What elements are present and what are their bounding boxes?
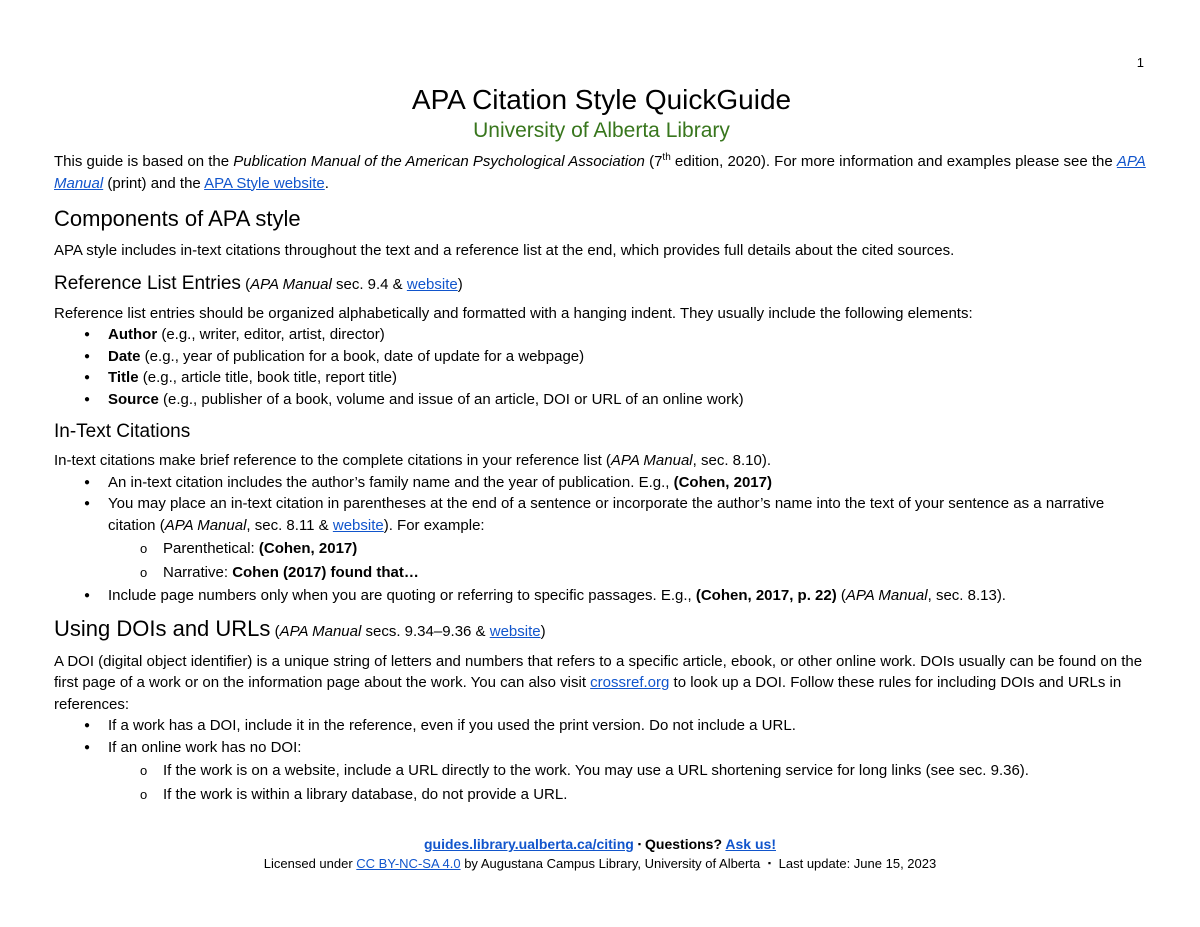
doi-sub-list bbox=[108, 760, 1149, 805]
manual-ref: APA Manual bbox=[610, 452, 693, 469]
reference-elements-list bbox=[54, 324, 1149, 410]
list-item bbox=[54, 346, 1149, 368]
paren: ) bbox=[457, 275, 463, 293]
attribution-text: by Augustana Campus Library, University of Alberta bbox=[460, 856, 764, 871]
dois-website-link[interactable]: website bbox=[489, 622, 541, 640]
list-item bbox=[54, 389, 1149, 411]
components-heading: Components of APA style bbox=[54, 206, 301, 231]
questions-label: Questions? bbox=[645, 836, 726, 852]
list-item: o If the work is on a website, include a URL directly to the work. You may use a URL shortening service for long links (see sec. 9.36). bbox=[108, 760, 1149, 782]
label: Narrative: bbox=[163, 563, 233, 581]
text: Include page numbers only when you are quoting or referring to specific passages. E.g., bbox=[108, 587, 696, 604]
example-list bbox=[108, 538, 1149, 583]
manual-ref: APA Manual bbox=[845, 587, 928, 604]
footer-license bbox=[0, 856, 1200, 871]
paren: ( bbox=[270, 622, 280, 640]
list-item bbox=[54, 493, 1149, 583]
in-text-list bbox=[54, 472, 1149, 607]
list-item bbox=[54, 367, 1149, 389]
list-item bbox=[54, 585, 1149, 607]
in-text-website-link[interactable]: website bbox=[332, 516, 384, 534]
reference-list-text: Reference list entries should be organized alphabetically and formatted with a hanging indent. They usually include the following elements: bbox=[54, 304, 973, 322]
components-text: APA style includes in-text citations throughout the text and a reference list at the end, which provides full details about the cited sources. bbox=[54, 242, 955, 259]
label: Parenthetical: bbox=[163, 540, 259, 557]
dois-heading bbox=[54, 615, 1149, 646]
text: , sec. 8.10). bbox=[692, 452, 772, 469]
page-title: APA Citation Style QuickGuide bbox=[411, 84, 792, 115]
text: A DOI (digital object identifier) is a unique string of letters and numbers that refers to a specific article, ebook, or other online work. DOIs usually can be found on the first page of a work or on the information page about the work. You can also visit bbox=[54, 652, 1143, 691]
guide-link[interactable]: guides.library.ualberta.ca/citing bbox=[424, 836, 634, 852]
text: ). For example: bbox=[383, 516, 485, 534]
in-text-heading: In-Text Citations bbox=[54, 421, 191, 442]
text: , sec. 8.13). bbox=[927, 587, 1006, 604]
in-text-paragraph bbox=[54, 450, 1149, 472]
list-item bbox=[108, 562, 1149, 584]
element-name: Source bbox=[108, 390, 159, 408]
element-desc: (e.g., writer, editor, artist, director) bbox=[157, 326, 385, 343]
element-name: Date bbox=[108, 347, 141, 365]
text: An in-text citation includes the author’s family name and the year of publication. E.g., bbox=[108, 473, 674, 491]
cc-license-link[interactable]: CC BY-NC-SA 4.0 bbox=[356, 856, 461, 871]
list-item bbox=[54, 737, 1149, 806]
intro-text: edition, 2020). For more information and examples please see the bbox=[670, 153, 1117, 170]
apa-manual-link[interactable]: APA Manual bbox=[54, 153, 1146, 192]
example: Cohen (2017) found that… bbox=[232, 563, 419, 581]
text: In-text citations make brief reference to the complete citations in your reference list ( bbox=[54, 452, 611, 469]
intro-text: . bbox=[324, 174, 329, 192]
heading-text: Using DOIs and URLs bbox=[54, 615, 271, 641]
example: (Cohen, 2017, p. 22) bbox=[695, 587, 837, 604]
crossref-link[interactable]: crossref.org bbox=[590, 674, 670, 691]
dois-paragraph bbox=[54, 651, 1149, 716]
list-item: o If the work is within a library database, do not provide a URL. bbox=[108, 784, 1149, 806]
manual-ref: APA Manual bbox=[250, 275, 332, 293]
section-ref: secs. 9.34–9.36 & bbox=[361, 622, 490, 640]
list-item bbox=[54, 324, 1149, 346]
dois-list bbox=[54, 715, 1149, 805]
manual-ref: APA Manual bbox=[164, 516, 247, 534]
example: (Cohen, 2017) bbox=[258, 540, 358, 557]
text: You may place an in-text citation in parentheses at the end of a sentence or incorporate the author’s name into the text of your sentence as a narrative citation ( bbox=[108, 495, 1105, 534]
manual-title: Publication Manual of the American Psychological Association bbox=[233, 153, 645, 170]
paren: ( bbox=[240, 275, 251, 293]
text: to look up a DOI. Follow these rules for including DOIs and URLs in references: bbox=[54, 674, 1122, 713]
separator: ▪ bbox=[767, 858, 772, 868]
footer-links bbox=[0, 836, 1200, 852]
reference-list-heading bbox=[54, 271, 1149, 297]
element-name: Title bbox=[108, 369, 139, 386]
intro-text: (7 bbox=[644, 153, 663, 170]
list-item bbox=[108, 538, 1149, 560]
manual-ref: APA Manual bbox=[279, 622, 362, 640]
last-update: Last update: June 15, 2023 bbox=[775, 856, 937, 871]
element-name: Author bbox=[108, 326, 158, 343]
element-desc: (e.g., article title, book title, report title) bbox=[138, 369, 398, 386]
superscript: th bbox=[662, 152, 671, 163]
paren: ) bbox=[540, 622, 546, 640]
page-subtitle: University of Alberta Library bbox=[473, 119, 730, 142]
example: (Cohen, 2017) bbox=[673, 473, 772, 491]
heading-text: Reference List Entries bbox=[54, 272, 241, 294]
license-text: Licensed under bbox=[263, 856, 357, 871]
text: ( bbox=[836, 587, 846, 604]
text: , sec. 8.11 & bbox=[246, 516, 333, 534]
ask-us-link[interactable]: Ask us! bbox=[725, 836, 776, 852]
apa-style-website-link[interactable]: APA Style website bbox=[204, 174, 325, 192]
element-desc: (e.g., year of publication for a book, date of update for a webpage) bbox=[140, 347, 585, 365]
page-number: 1 bbox=[1136, 55, 1144, 70]
list-item bbox=[54, 472, 1149, 494]
intro-text: This guide is based on the bbox=[54, 153, 234, 170]
section-ref: sec. 9.4 & bbox=[331, 275, 407, 293]
element-desc: (e.g., publisher of a book, volume and issue of an article, DOI or URL of an online work) bbox=[158, 390, 744, 408]
reference-list-website-link[interactable]: website bbox=[406, 275, 458, 293]
intro-text: (print) and the bbox=[103, 174, 205, 192]
list-item: ● If a work has a DOI, include it in the reference, even if you used the print version. Do not include a URL. bbox=[54, 715, 1149, 737]
text: If an online work has no DOI: bbox=[108, 738, 302, 756]
separator: ▪ bbox=[637, 839, 642, 849]
intro-paragraph bbox=[54, 151, 1149, 194]
document-body bbox=[54, 84, 1149, 805]
